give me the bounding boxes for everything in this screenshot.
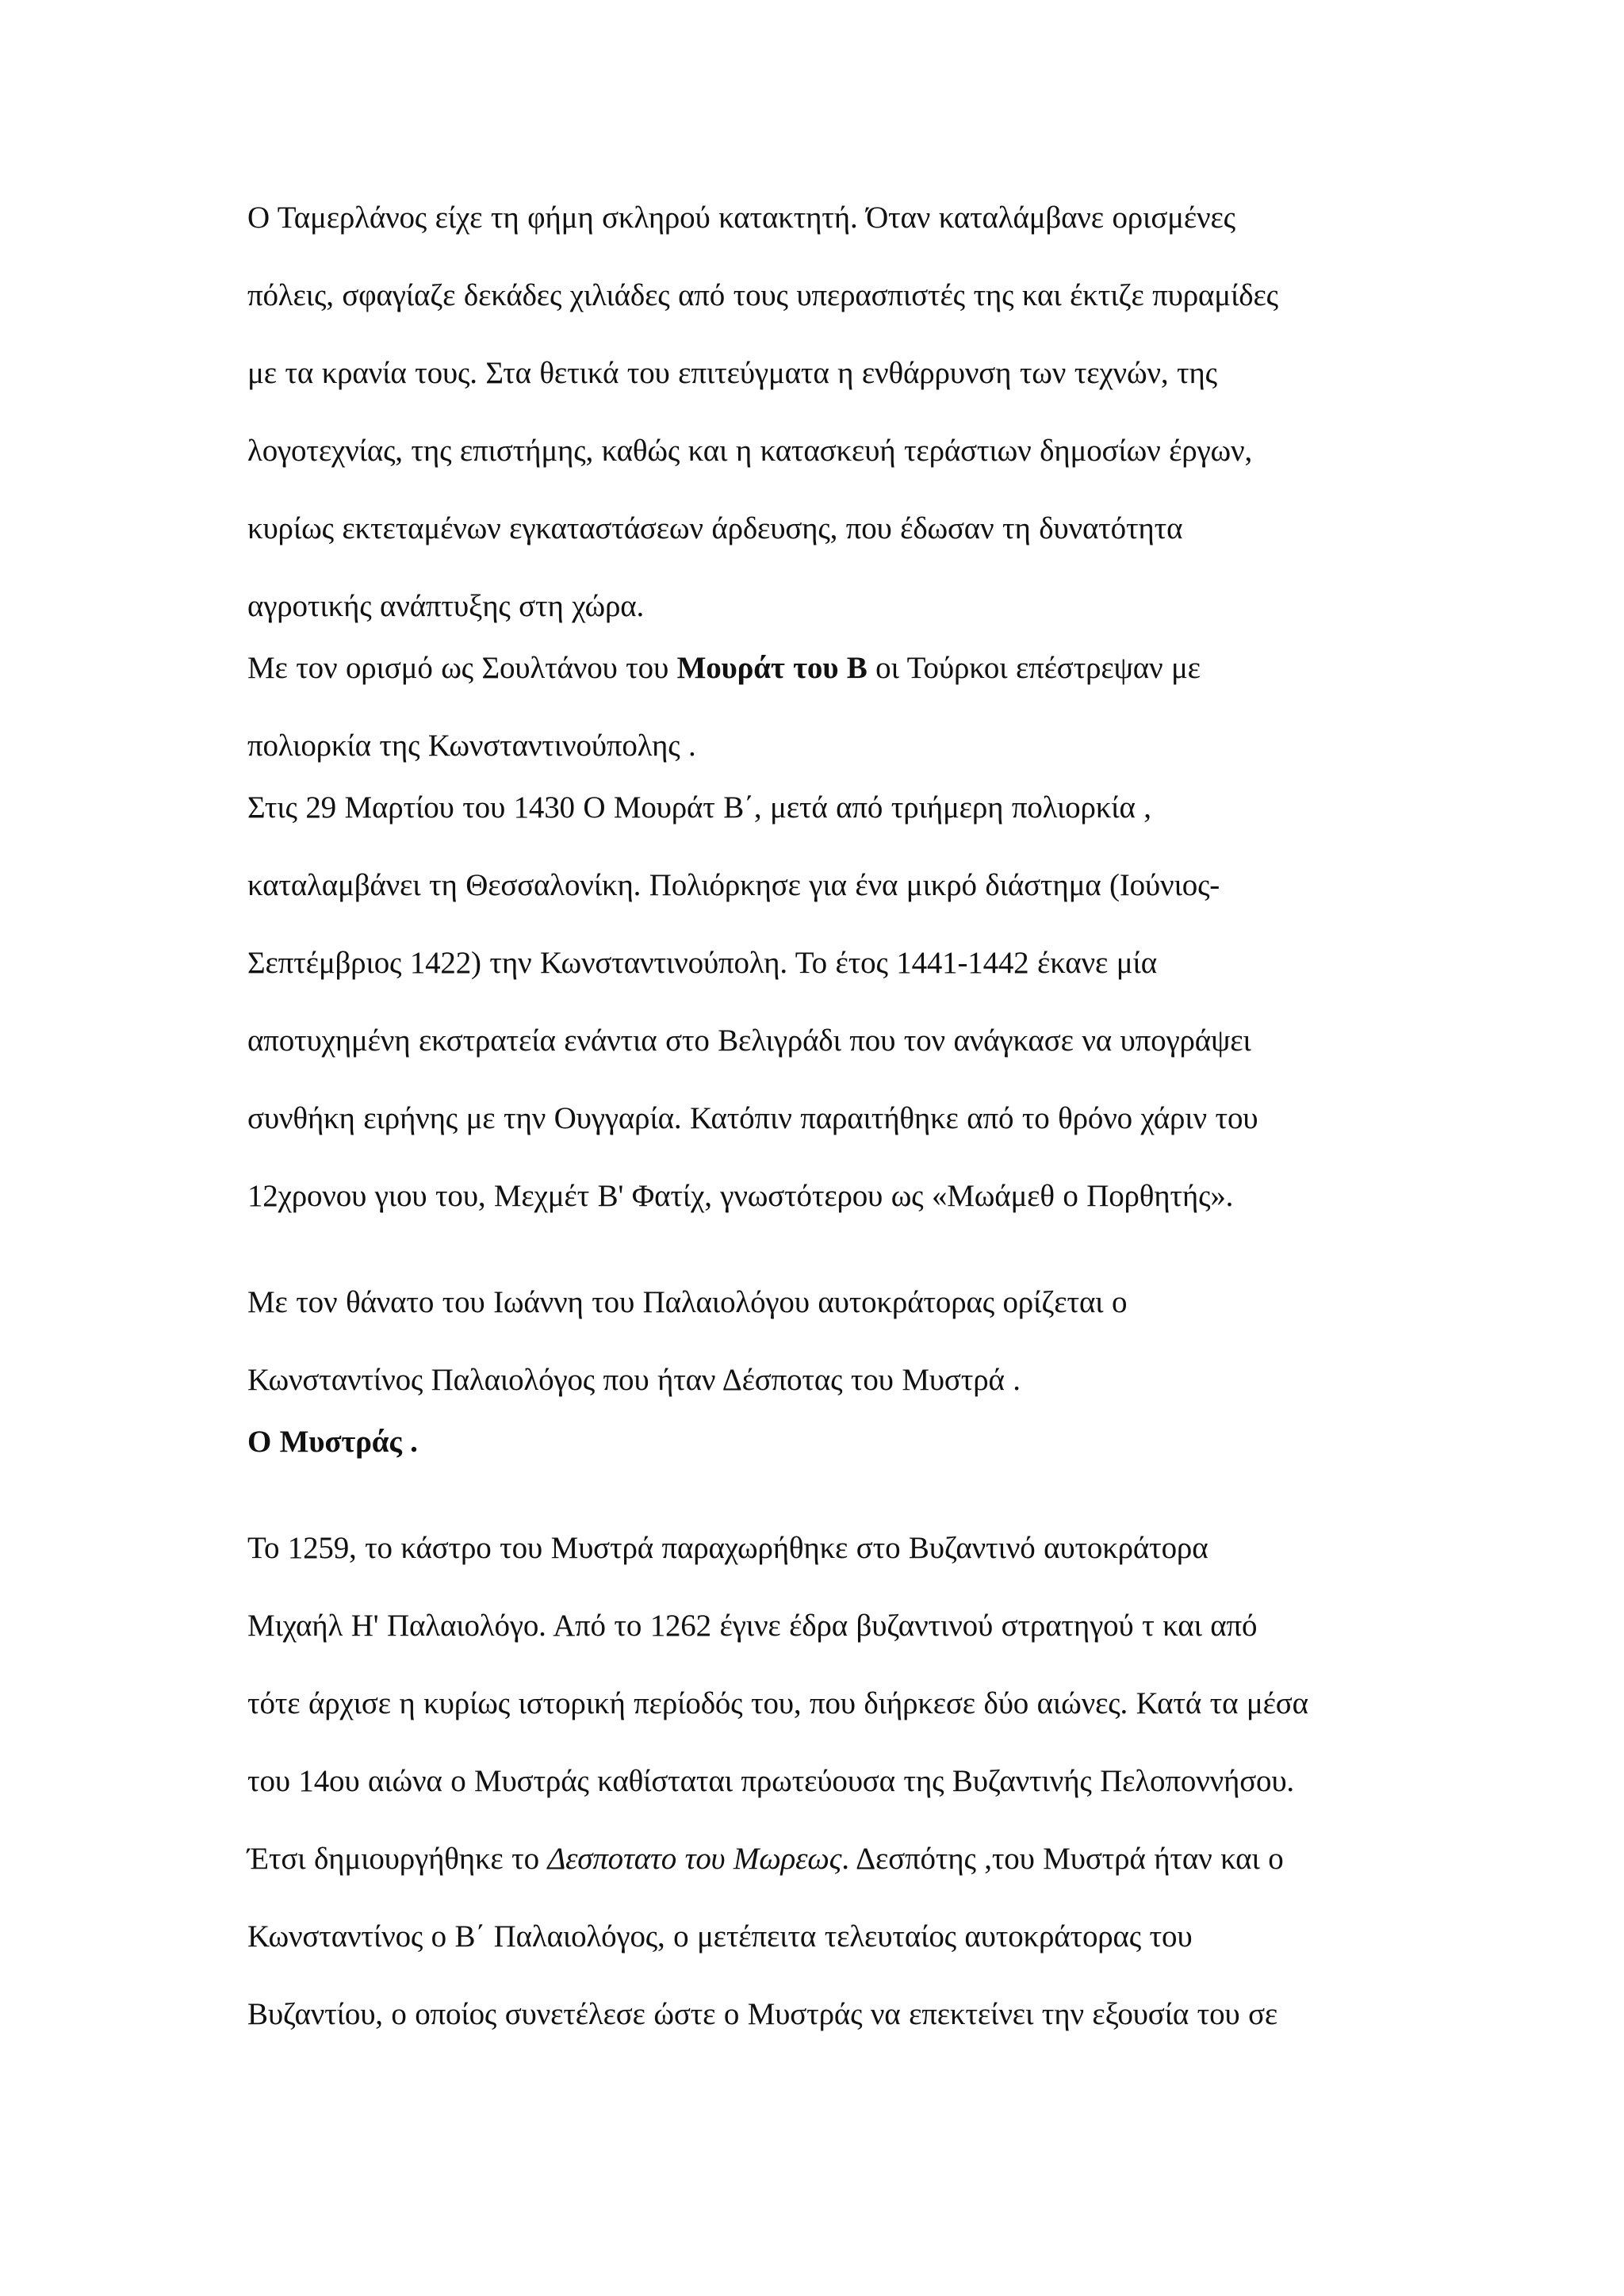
paragraph-1-line-5: κυρίως εκτεταμένων εγκαταστάσεων άρδευσης, που έδωσαν τη δυνατότητα xyxy=(247,511,1183,545)
paragraph-5-text-end: . Δεσπότης ,του Μυστρά ήταν και ο xyxy=(841,1842,1284,1876)
paragraph-2-line-2: πολιορκία της Κωνσταντινούπολης . xyxy=(247,729,696,763)
paragraph-5-text-start: Έτσι δημιουργήθηκε το xyxy=(247,1842,548,1876)
despotate-name-italic: Δεσποτατο του Μωρεως xyxy=(547,1842,842,1876)
paragraph-5-line-1: Το 1259, το κάστρο του Μυστρά παραχωρήθηκε στο Βυζαντινό αυτοκράτορα xyxy=(247,1531,1208,1565)
paragraph-5-line-6: Κωνσταντίνος ο Β΄ Παλαιολόγος, ο μετέπειτα τελευταίος αυτοκράτορας του xyxy=(247,1919,1193,1954)
paragraph-5-line-5 xyxy=(247,1828,1405,1906)
paragraph-5-line-3: τότε άρχισε η κυρίως ιστορική περίοδός του, που διήρκεσε δύο αιώνες. Κατά τα μέσα xyxy=(247,1686,1308,1720)
paragraph-3-line-1: Στις 29 Μαρτίου του 1430 Ο Μουράτ Β΄, μετά από τριήμερη πολιορκία , xyxy=(247,790,1151,825)
paragraph-3-line-5: συνθήκη ειρήνης με την Ουγγαρία. Κατόπιν παραιτήθηκε από το θρόνο χάριν του xyxy=(247,1101,1258,1135)
paragraph-4-line-2: Κωνσταντίνος Παλαιολόγος που ήταν Δέσποτας του Μυστρά . xyxy=(247,1363,1021,1397)
paragraph-3-line-4: αποτυχημένη εκστρατεία ενάντια στο Βελιγράδι που τον ανάγκασε να υπογράψει xyxy=(247,1024,1251,1058)
paragraph-2-text-end: οι Τούρκοι επέστρεψαν με xyxy=(867,651,1201,685)
paragraph-1-line-1: Ο Ταμερλάνος είχε τη φήμη σκληρού κατακτητή. Όταν καταλάμβανε ορισμένες xyxy=(247,201,1235,235)
murad-name-bold: Μουράτ του Β xyxy=(676,651,868,685)
paragraph-4-line-1: Με τον θάνατο του Ιωάννη του Παλαιολόγου αυτοκράτορας ορίζεται ο xyxy=(247,1285,1128,1319)
paragraph-3-line-3: Σεπτέμβριος 1422) την Κωνσταντινούπολη. Το έτος 1441-1442 έκανε μία xyxy=(247,946,1157,980)
section-heading-mystras: Ο Μυστράς . xyxy=(247,1425,418,1459)
paragraph-2-line-1 xyxy=(247,637,1405,715)
paragraph-2-text-start: Με τον ορισμό ως Σουλτάνου του xyxy=(247,651,677,685)
paragraph-1-line-4: λογοτεχνίας, της επιστήμης, καθώς και η κατασκευή τεράστιων δημοσίων έργων, xyxy=(247,434,1253,468)
paragraph-5-line-4: του 14ου αιώνα ο Μυστράς καθίσταται πρωτεύουσα της Βυζαντινής Πελοποννήσου. xyxy=(247,1764,1294,1798)
paragraph-3-line-6: 12χρονου γιου του, Μεχμέτ Β' Φατίχ, γνωστότερου ως «Μωάμεθ ο Πορθητής». xyxy=(247,1179,1234,1213)
paragraph-5-line-7: Βυζαντίου, ο οποίος συνετέλεσε ώστε ο Μυστράς να επεκτείνει την εξουσία του σε xyxy=(247,1997,1278,2031)
paragraph-1-line-2: πόλεις, σφαγίαζε δεκάδες χιλιάδες από τους υπερασπιστές της και έκτιζε πυραμίδες xyxy=(247,278,1278,312)
paragraph-3-line-2: καταλαμβάνει τη Θεσσαλονίκη. Πολιόρκησε για ένα μικρό διάστημα (Ιούνιος- xyxy=(247,868,1220,902)
paragraph-1-line-6: αγροτικής ανάπτυξης στη χώρα. xyxy=(247,589,644,623)
document-body xyxy=(247,187,1405,2061)
paragraph-1-line-3: με τα κρανία τους. Στα θετικά του επιτεύγματα η ενθάρρυνση των τεχνών, της xyxy=(247,356,1217,390)
paragraph-5-line-2: Μιχαήλ Η' Παλαιολόγο. Από το 1262 έγινε έδρα βυζαντινού στρατηγού τ και από xyxy=(247,1609,1258,1643)
